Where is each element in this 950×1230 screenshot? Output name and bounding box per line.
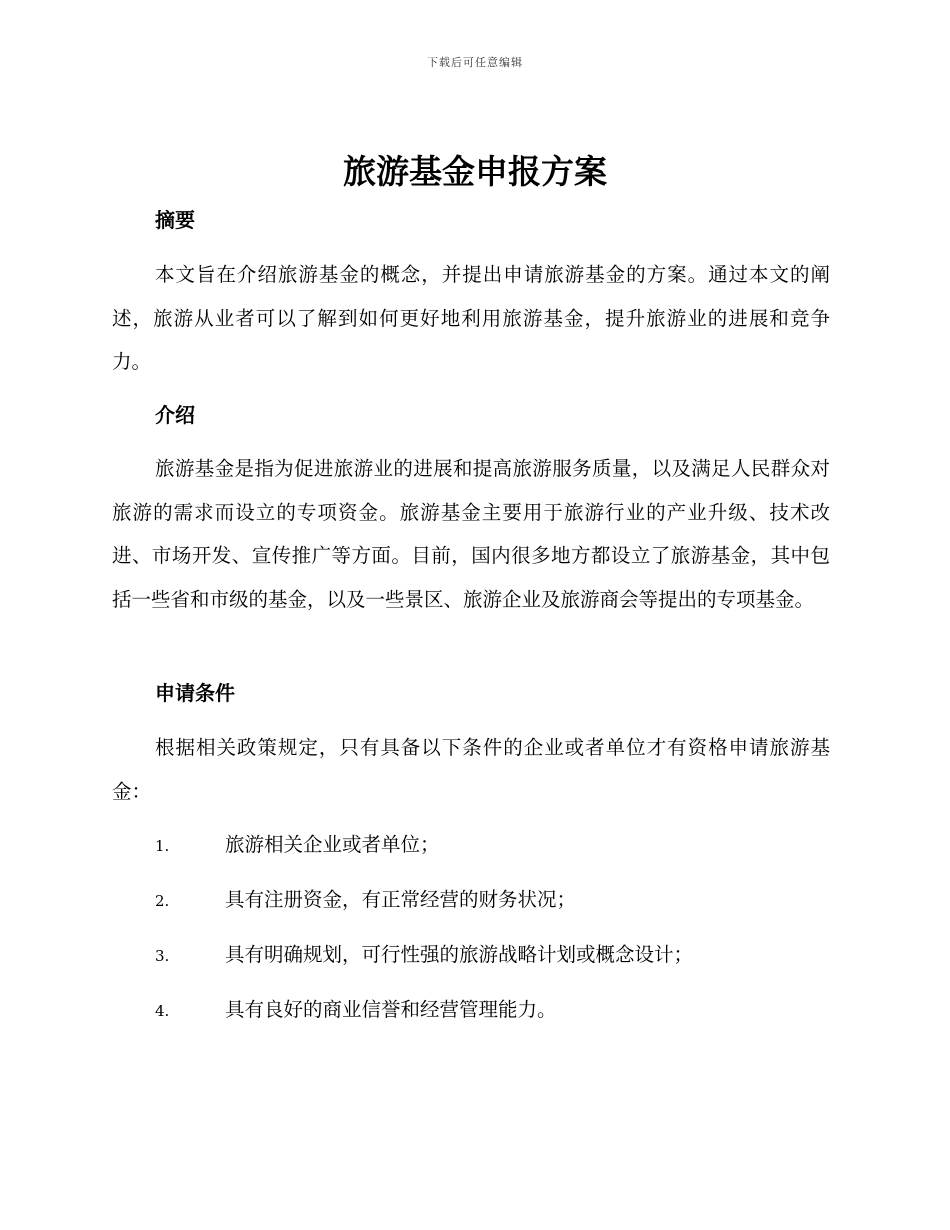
list-item-number: 2. bbox=[155, 892, 170, 910]
list-item bbox=[155, 886, 576, 914]
abstract-paragraph: 本文旨在介绍旅游基金的概念，并提出申请旅游基金的方案。通过本文的阐述，旅游从业者可以了解到如何更好地利用旅游基金，提升旅游业的进展和竞争力。 bbox=[112, 263, 830, 373]
list-item-number: 4. bbox=[155, 1002, 170, 1020]
list-item bbox=[155, 996, 557, 1024]
document-title: 旅游基金申报方案 bbox=[343, 152, 607, 191]
section-heading-intro: 介绍 bbox=[155, 403, 195, 427]
section-heading-abstract: 摘要 bbox=[155, 208, 195, 232]
list-item-text: 具有注册资金，有正常经营的财务状况； bbox=[225, 888, 577, 911]
list-item bbox=[155, 941, 693, 969]
list-item-number: 1. bbox=[155, 837, 170, 855]
list-item-text: 具有明确规划，可行性强的旅游战略计划或概念设计； bbox=[225, 943, 694, 966]
list-item bbox=[155, 831, 440, 859]
list-item-number: 3. bbox=[155, 947, 170, 965]
intro-paragraph: 旅游基金是指为促进旅游业的进展和提高旅游服务质量，以及满足人民群众对旅游的需求而设立的专项资金。旅游基金主要用于旅游行业的产业升级、技术改进、市场开发、宣传推广等方面。目前，国内很多地方都设立了旅游基金，其中包括一些省和市级的基金，以及一些景区、旅游企业及旅游商会等提出的专项基金。 bbox=[112, 457, 830, 611]
page-header: 下载后可任意编辑 bbox=[427, 56, 523, 69]
section-heading-conditions: 申请条件 bbox=[155, 681, 235, 705]
list-item-text: 旅游相关企业或者单位； bbox=[225, 833, 440, 856]
list-item-text: 具有良好的商业信誉和经营管理能力。 bbox=[225, 998, 557, 1021]
conditions-paragraph: 根据相关政策规定，只有具备以下条件的企业或者单位才有资格申请旅游基金： bbox=[112, 736, 830, 803]
